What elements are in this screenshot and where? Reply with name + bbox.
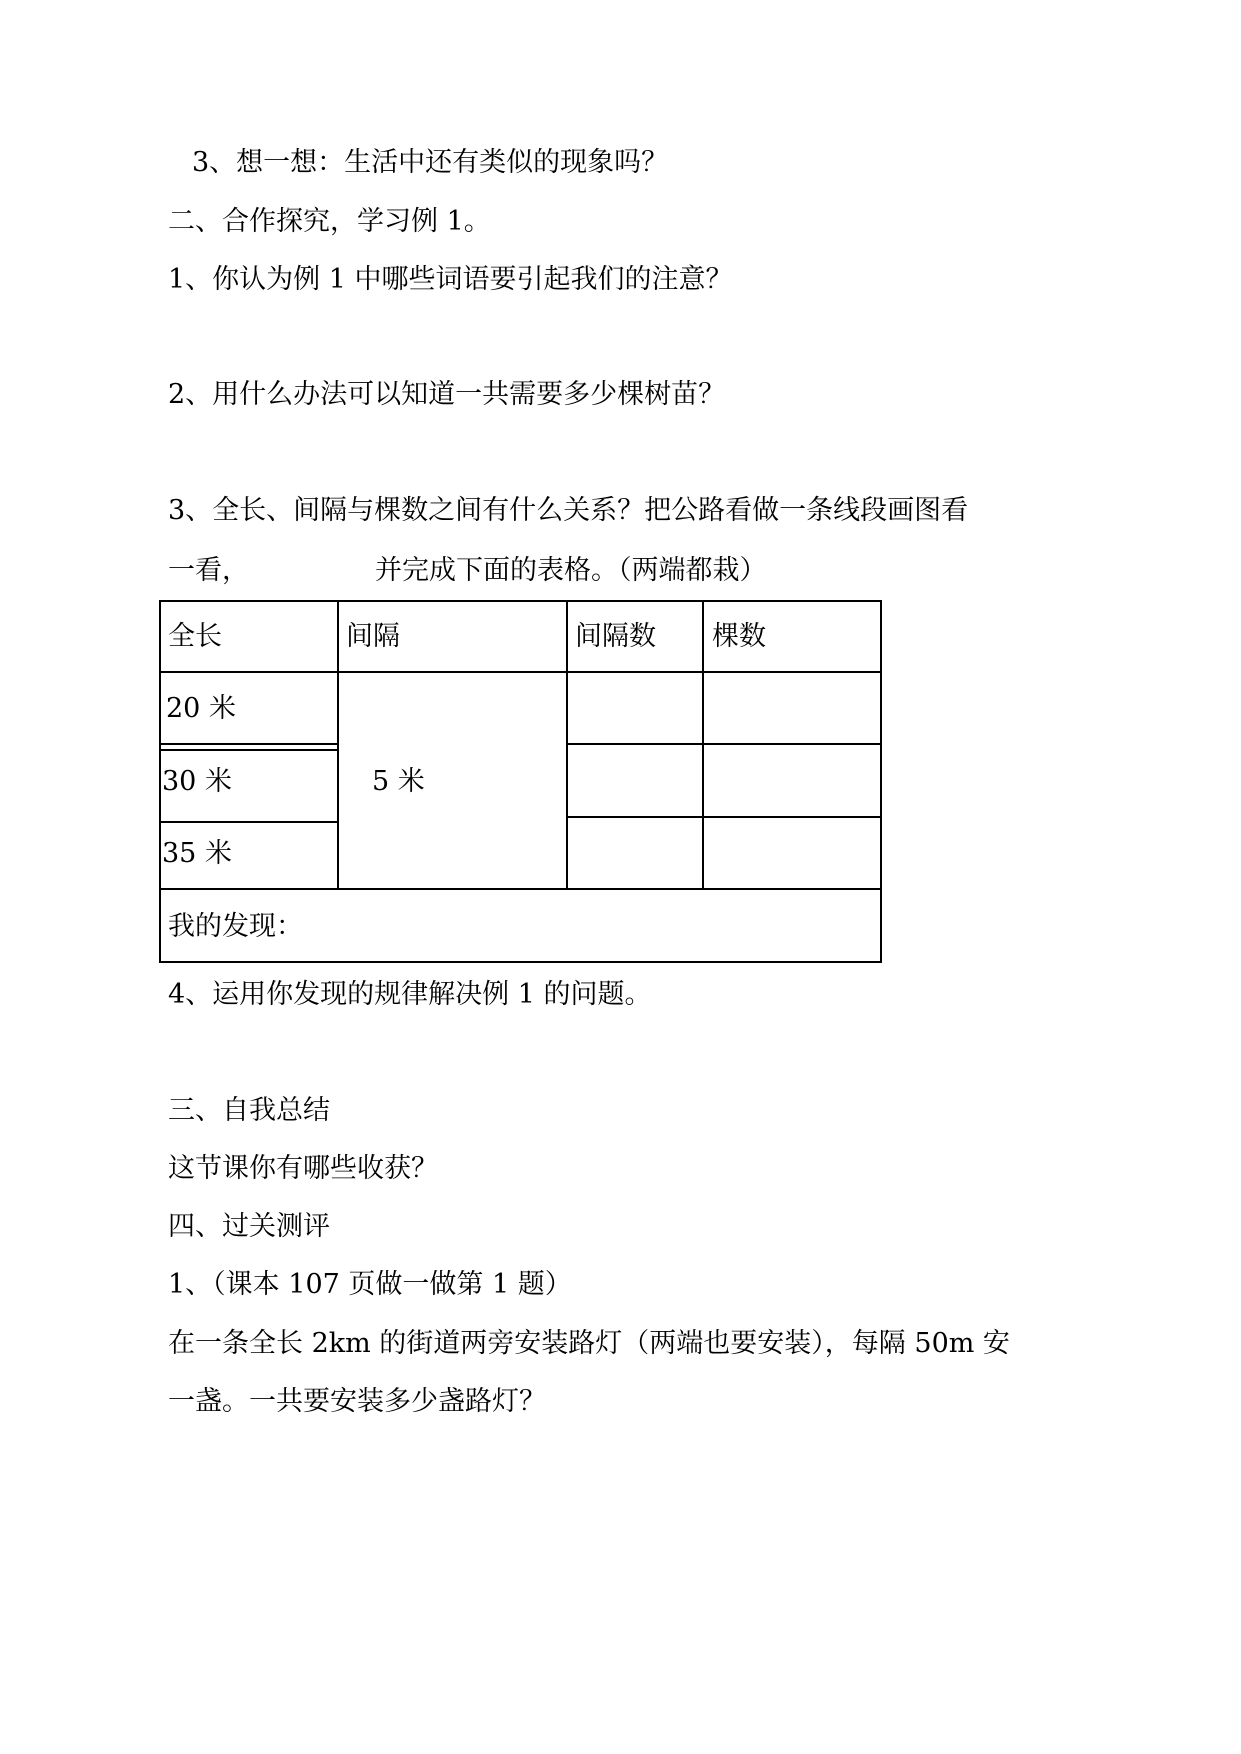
table-header-length: 全长 bbox=[168, 621, 222, 652]
question-method: 2、用什么办法可以知道一共需要多少棵树苗？ bbox=[168, 379, 726, 410]
question-relationship-line2-a: 一看， bbox=[168, 555, 249, 586]
exercise-1-line2: 一盏。一共要安装多少盏路灯？ bbox=[168, 1386, 546, 1417]
table-header-tree-count: 棵数 bbox=[712, 621, 766, 652]
table-finding-label: 我的发现： bbox=[168, 911, 303, 942]
table-row-length-2: 30 米 bbox=[162, 766, 232, 797]
section-heading-explore: 二、合作探究，学习例 1。 bbox=[168, 206, 491, 237]
question-apply-rule: 4、运用你发现的规律解决例 1 的问题。 bbox=[168, 979, 652, 1010]
question-gains: 这节课你有哪些收获？ bbox=[168, 1153, 438, 1184]
question-relationship-line1: 3、全长、间隔与棵数之间有什么关系？把公路看做一条线段画图看 bbox=[168, 495, 969, 526]
table-row-length-1: 20 米 bbox=[166, 693, 236, 724]
section-heading-summary: 三、自我总结 bbox=[168, 1095, 330, 1126]
section-heading-assessment: 四、过关测评 bbox=[168, 1211, 330, 1242]
question-think: 3、想一想：生活中还有类似的现象吗？ bbox=[192, 147, 669, 178]
table-row-length-3: 35 米 bbox=[162, 838, 232, 869]
table-header-interval: 间隔 bbox=[346, 621, 400, 652]
table-header-interval-count: 间隔数 bbox=[575, 621, 656, 652]
question-key-words: 1、你认为例 1 中哪些词语要引起我们的注意？ bbox=[168, 264, 733, 295]
exercise-1-title: 1、（课本 107 页做一做第 1 题） bbox=[168, 1269, 572, 1300]
table-interval-value: 5 米 bbox=[372, 766, 425, 797]
exercise-1-line1: 在一条全长 2km 的街道两旁安装路灯（两端也要安装），每隔 50m 安 bbox=[168, 1328, 1010, 1359]
question-relationship-line2-b: 并完成下面的表格。（两端都栽） bbox=[375, 555, 767, 586]
table-outer-border bbox=[160, 601, 881, 962]
